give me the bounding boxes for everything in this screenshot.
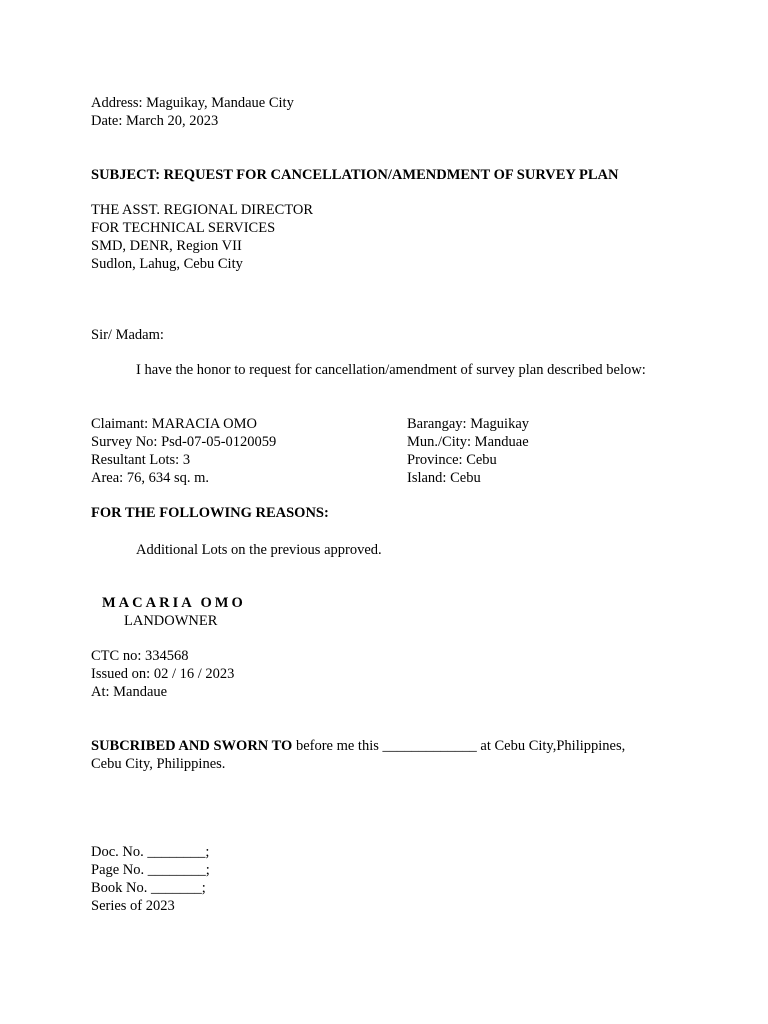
barangay-field: Barangay: Maguikay — [407, 416, 530, 432]
sworn-rest: before me this _____________ at Cebu City,Philippines, — [292, 738, 626, 754]
resultant-lots-field: Resultant Lots: 3 — [91, 452, 191, 468]
signatory-role: LANDOWNER — [124, 613, 218, 629]
ctc-at: At: Mandaue — [91, 684, 168, 700]
recipient-line-1: THE ASST. REGIONAL DIRECTOR — [91, 202, 314, 218]
ctc-number: CTC no: 334568 — [91, 648, 189, 664]
intro-paragraph: I have the honor to request for cancellation/amendment of survey plan described below: — [136, 362, 646, 378]
page-no: Page No. ________; — [91, 862, 210, 878]
subject-line: SUBJECT: REQUEST FOR CANCELLATION/AMENDMENT OF SURVEY PLAN — [91, 167, 619, 183]
book-no: Book No. _______; — [91, 880, 206, 896]
date-line: Date: March 20, 2023 — [91, 113, 219, 129]
recipient-line-4: Sudlon, Lahug, Cebu City — [91, 256, 243, 272]
island-field: Island: Cebu — [407, 470, 481, 486]
survey-no-field: Survey No: Psd-07-05-0120059 — [91, 434, 277, 450]
reason-text: Additional Lots on the previous approved. — [136, 542, 382, 558]
sworn-line-2: Cebu City, Philippines. — [91, 756, 226, 772]
recipient-line-3: SMD, DENR, Region VII — [91, 238, 242, 254]
address-line: Address: Maguikay, Mandaue City — [91, 95, 294, 111]
signatory-name: MACARIA OMO — [102, 595, 246, 611]
salutation: Sir/ Madam: — [91, 327, 164, 343]
province-field: Province: Cebu — [407, 452, 497, 468]
mun-city-field: Mun./City: Manduae — [407, 434, 529, 450]
claimant-field: Claimant: MARACIA OMO — [91, 416, 257, 432]
doc-no: Doc. No. ________; — [91, 844, 210, 860]
recipient-line-2: FOR TECHNICAL SERVICES — [91, 220, 276, 236]
sworn-bold: SUBCRIBED AND SWORN TO — [91, 738, 293, 754]
ctc-issued: Issued on: 02 / 16 / 2023 — [91, 666, 235, 682]
area-field: Area: 76, 634 sq. m. — [91, 470, 209, 486]
sworn-statement — [91, 737, 625, 755]
reasons-heading: FOR THE FOLLOWING REASONS: — [91, 505, 329, 521]
series: Series of 2023 — [91, 898, 175, 914]
